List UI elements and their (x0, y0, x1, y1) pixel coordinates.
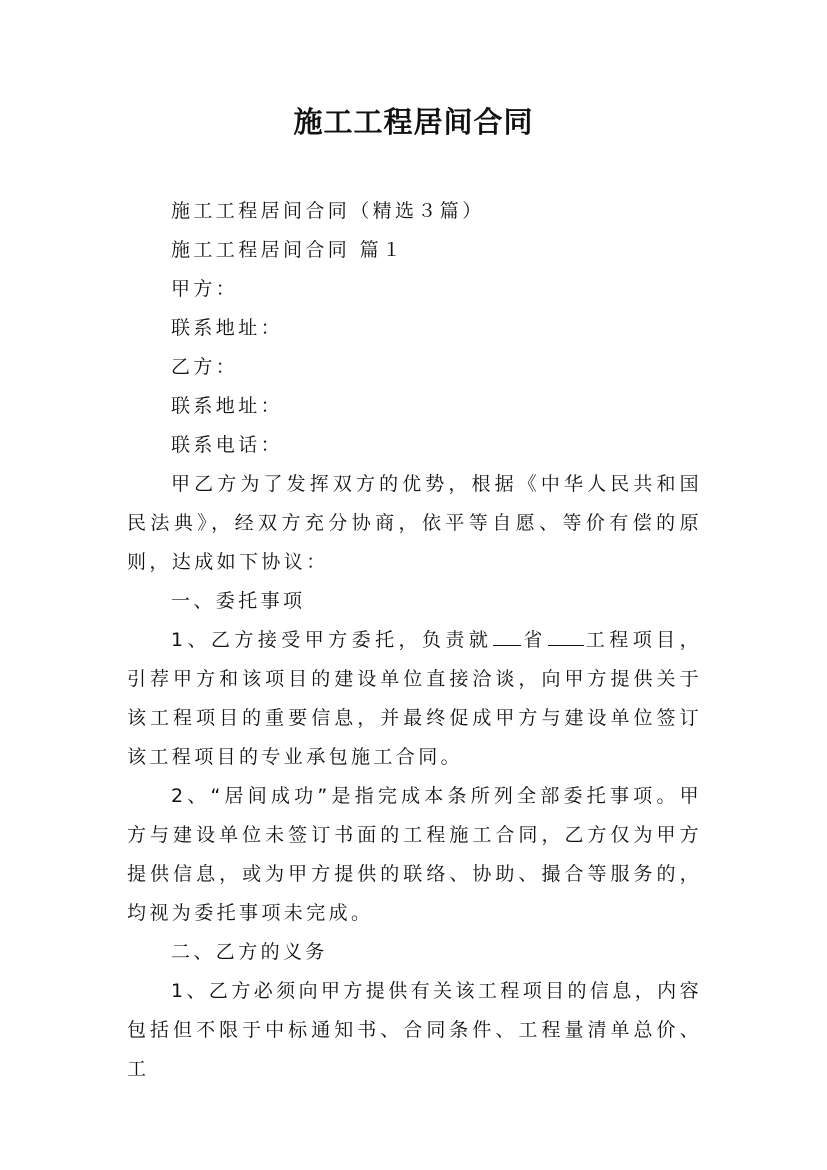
province-blank (493, 625, 521, 646)
party-b-label: 乙方： (171, 356, 239, 378)
heading-entrusted-matters: 一、委托事项 (171, 590, 306, 612)
document-subtitle: 施工工程居间合同（精选３篇） (171, 200, 485, 222)
clause-2-1: 1、乙方必须向甲方提供有关该工程项目的信息，内容包括但不限于中标通知书、合同条件、工程量清单总价、工 (127, 980, 702, 1080)
clause-1-1-text-c: 工程项目，引荐甲方和该项目的建设单位直接洽谈，向甲方提供关于该工程项目的重要信息，并最终促成甲方与建设单位签订该工程项目的专业承包施工合同。 (127, 629, 702, 768)
clause-1-1-text-b: 省 (522, 629, 547, 651)
clause-1-1-text-a: 1、乙方接受甲方委托，负责就 (171, 629, 493, 651)
party-a-label: 甲方： (171, 278, 239, 300)
document-title: 施工工程居间合同 (293, 105, 534, 139)
clause-1-2: 2、“居间成功”是指完成本条所列全部委托事项。甲方与建设单位未签订书面的工程施工合同，乙方仅为甲方提供信息，或为甲方提供的联络、协助、撮合等服务的，均视为委托事项未完成。 (127, 785, 702, 924)
project-blank (548, 625, 584, 646)
document-body (127, 192, 702, 1089)
heading-party-b-obligations: 二、乙方的义务 (171, 941, 328, 963)
contact-phone-label: 联系电话： (171, 434, 284, 456)
intro-paragraph: 甲乙方为了发挥双方的优势，根据《中华人民共和国民法典》，经双方充分协商，依平等自愿、等价有偿的原则，达成如下协议： (127, 473, 702, 573)
party-b-address-label: 联系地址： (171, 395, 284, 417)
clause-1-1 (127, 621, 702, 777)
section-title: 施工工程居间合同 篇１ (171, 239, 405, 261)
party-a-address-label: 联系地址： (171, 317, 284, 339)
